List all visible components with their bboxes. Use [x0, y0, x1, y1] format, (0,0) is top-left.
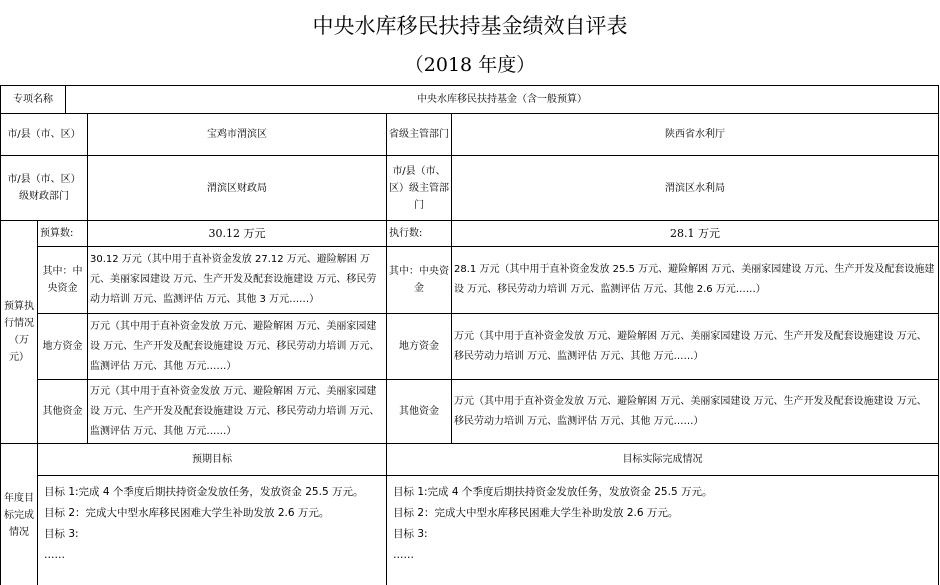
- region-label: 市/县（市、区）: [1, 114, 88, 156]
- provincial-dept-value: 陕西省水利厅: [452, 114, 939, 156]
- local-funds-budget-text: 万元（其中用于直补资金发放 万元、避险解困 万元、美丽家园建设 万元、生产开发及配套设施建设 万元、移民劳动力培训 万元、监测评估 万元、其他 万元……）: [88, 314, 387, 380]
- local-funds-label: 地方资金: [38, 314, 88, 380]
- actual-goals-cell: [387, 476, 939, 585]
- expected-goal-1: 目标 1:完成 4 个季度后期扶持资金发放任务，发放资金 25.5 万元。: [44, 486, 364, 498]
- other-funds-exec-text: 万元（其中用于直补资金发放 万元、避险解困 万元、美丽家园建设 万元、生产开发及配套设施建设 万元、移民劳动力培训 万元、监测评估 万元、其他 万元……）: [452, 380, 939, 444]
- region-value: 宝鸡市渭滨区: [88, 114, 387, 156]
- year-subtitle: （2018 年度）: [404, 54, 536, 76]
- expected-goal-3: 目标 3:: [44, 528, 79, 540]
- central-funds-exec-text: 28.1 万元（其中用于直补资金发放 25.5 万元、避险解困 万元、美丽家园建设 万元、生产开发及配套设施建设 万元、移民劳动力培训 万元、监测评估 万元、其他 2.6 万元……）: [452, 247, 939, 314]
- execution-label: 执行数:: [387, 221, 452, 247]
- finance-dept-label: 市/县（市、区）级财政部门: [1, 156, 88, 221]
- execution-value: 28.1 万元: [452, 221, 939, 247]
- project-label: 专项名称: [1, 86, 66, 114]
- expected-goals-header: 预期目标: [38, 444, 387, 476]
- other-funds-label: 其他资金: [38, 380, 88, 444]
- budget-total-row: [1, 221, 939, 247]
- actual-goal-2: 目标 2：完成大中型水库移民困难大学生补助发放 2.6 万元。: [393, 507, 679, 519]
- local-funds-row: [1, 314, 939, 380]
- other-funds-row: [1, 380, 939, 444]
- expected-goals-cell: [38, 476, 387, 585]
- actual-goals-header: 目标实际完成情况: [387, 444, 939, 476]
- county-dept-value: 渭滨区水利局: [452, 156, 939, 221]
- actual-goal-1: 目标 1:完成 4 个季度后期扶持资金发放任务，发放资金 25.5 万元。: [393, 486, 713, 498]
- budget-section-label: 预算执行情况（万元）: [1, 221, 38, 444]
- actual-goal-ellipsis: ……: [393, 549, 414, 561]
- region-row: [1, 114, 939, 156]
- finance-dept-row: [1, 156, 939, 221]
- local-funds-exec-text: 万元（其中用于直补资金发放 万元、避险解困 万元、美丽家园建设 万元、生产开发及配套设施建设 万元、移民劳动力培训 万元、监测评估 万元、其他 万元……）: [452, 314, 939, 380]
- local-funds-exec-label: 地方资金: [387, 314, 452, 380]
- project-row: [1, 86, 939, 114]
- central-funds-exec-label: 其中：中央资金: [387, 247, 452, 314]
- evaluation-table: [0, 85, 939, 585]
- central-funds-budget-text: 30.12 万元（其中用于直补资金发放 27.12 万元、避险解困 万元、美丽家园建设 万元、生产开发及配套设施建设 万元、移民劳动力培训 万元、监测评估 万元、其他 3 万元……）: [88, 247, 387, 314]
- central-funds-row: [1, 247, 939, 314]
- budget-label: 预算数:: [38, 221, 88, 247]
- project-value: 中央水库移民扶持基金（含一般预算）: [66, 86, 939, 114]
- actual-goal-3: 目标 3:: [393, 528, 428, 540]
- page-title: 中央水库移民扶持基金绩效自评表: [312, 14, 628, 38]
- expected-goal-ellipsis: ……: [44, 549, 65, 561]
- evaluation-table-container: [0, 85, 940, 585]
- finance-dept-value: 渭滨区财政局: [88, 156, 387, 221]
- goals-content-row: [1, 476, 939, 585]
- county-dept-label: 市/县（市、区）级主管部门: [387, 156, 452, 221]
- central-funds-label: 其中：中央资金: [38, 247, 88, 314]
- expected-goal-2: 目标 2：完成大中型水库移民困难大学生补助发放 2.6 万元。: [44, 507, 330, 519]
- goals-header-row: [1, 444, 939, 476]
- budget-value: 30.12 万元: [88, 221, 387, 247]
- other-funds-exec-label: 其他资金: [387, 380, 452, 444]
- goals-section-label: 年度目标完成情况: [1, 444, 38, 585]
- other-funds-budget-text: 万元（其中用于直补资金发放 万元、避险解困 万元、美丽家园建设 万元、生产开发及配套设施建设 万元、移民劳动力培训 万元、监测评估 万元、其他 万元……）: [88, 380, 387, 444]
- provincial-dept-label: 省级主管部门: [387, 114, 452, 156]
